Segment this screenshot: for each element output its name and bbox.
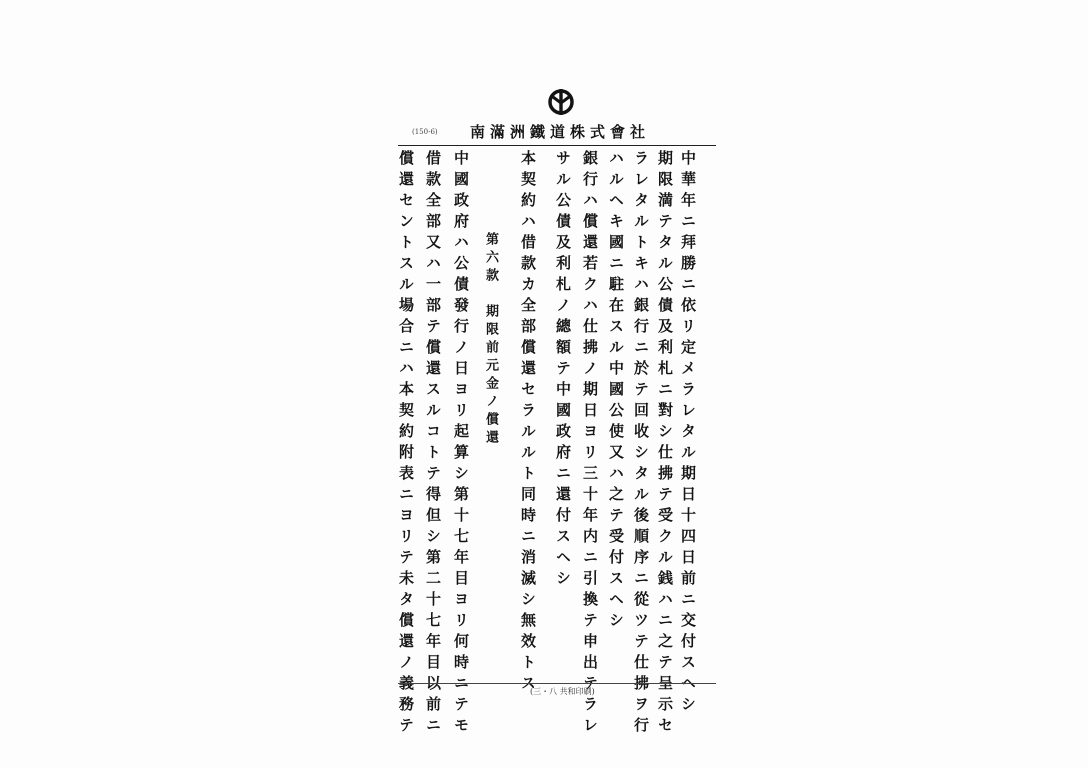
text-column-1: 中華年ニ拜勝ニ依リ定メラレタル期日十四日前ニ交付スヘシ — [679, 150, 697, 717]
text-column-2: 期限満テタル公債及利札ニ對シ仕拂テ受クル銭ハニ之テ呈示セ — [656, 150, 674, 738]
company-name: 南滿洲鐵道株式會社 — [470, 123, 651, 141]
text-column-11: 償還セントスル場合ニハ本契約附表ニヨリテ未タ償還ノ義務テ — [397, 150, 415, 738]
reference-number: (150-6) — [412, 128, 438, 136]
footer-divider — [398, 683, 716, 684]
printer-note: (三・八 共和印刷) — [530, 687, 595, 696]
article-heading: 第六款 期限前元金ノ償還 — [483, 232, 498, 448]
text-column-10: 借款全部又ハ一部テ償還スルコトテ得但シ第二十七年目以前ニ — [424, 150, 442, 738]
text-column-9: 中國政府ハ公債發行ノ日ヨリ起算シ第十七年目ヨリ何時ニテモ — [452, 150, 470, 738]
text-column-3: ラレタルトキハ銀行ニ於テ回收シタル後順序ニ從ツテ仕拂ヲ行 — [632, 150, 650, 738]
text-column-5: 銀行ハ償還若クハ仕拂ノ期日ヨリ三十年内ニ引換テ申出テラレ — [581, 150, 599, 738]
header-divider — [398, 145, 716, 146]
mantetsu-emblem-icon — [547, 88, 575, 116]
text-column-7: 本契約ハ借款カ全部償還セラルルト同時ニ消滅シ無效トス — [519, 150, 537, 696]
text-column-4: ハルヘキ國ニ駐在スル中國公使又ハ之テ受付スヘシ — [607, 150, 625, 633]
text-column-6: サル公債及利札ノ總額テ中國政府ニ還付スヘシ — [554, 150, 572, 591]
